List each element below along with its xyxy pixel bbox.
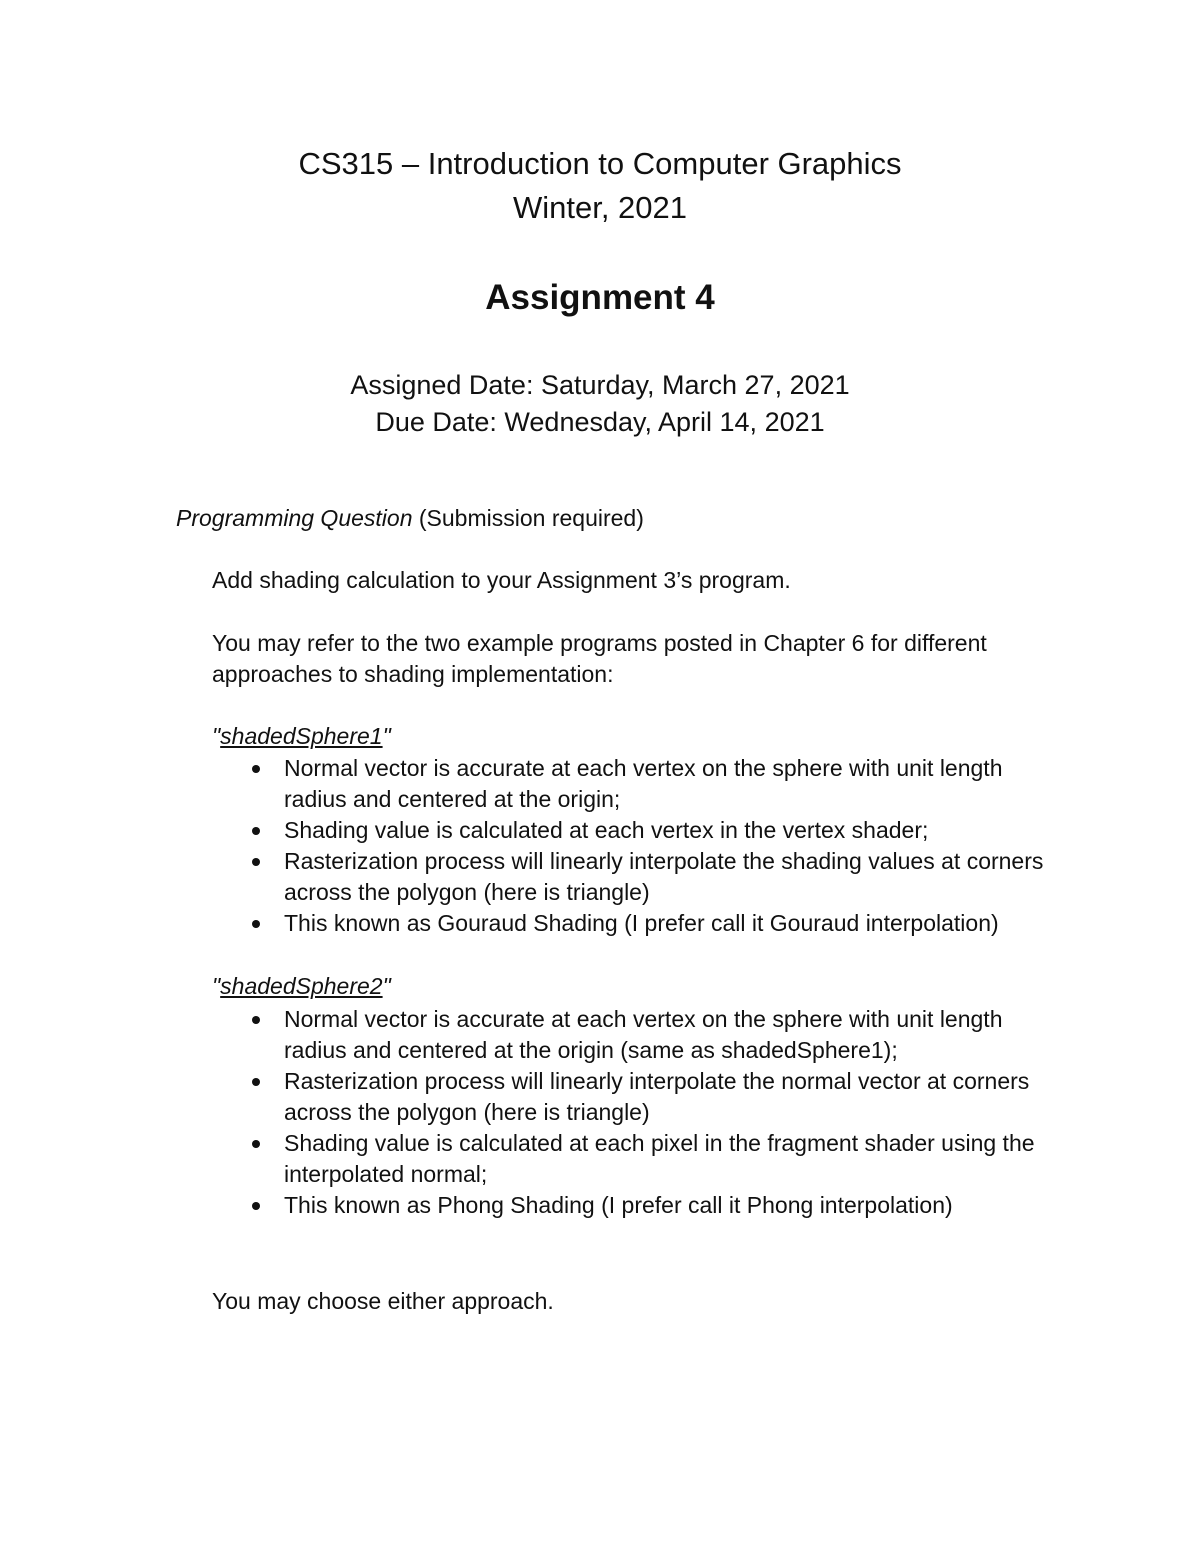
bullet-icon [252, 858, 260, 866]
instruction-text: Add shading calculation to your Assignment 3’s program. [212, 567, 791, 593]
bullet-list-shaded-sphere-1 [244, 753, 1064, 939]
due-date: Due Date: Wednesday, April 14, 2021 [375, 407, 825, 437]
list-item [244, 1190, 1064, 1221]
question-heading-title: Programming Question [176, 505, 413, 531]
list-item [244, 846, 1064, 908]
list-item-text: This known as Gouraud Shading (I prefer call it Gouraud interpolation) [284, 910, 999, 936]
list-item [244, 908, 1064, 939]
bullet-icon [252, 765, 260, 773]
list-item-text: This known as Phong Shading (I prefer call it Phong interpolation) [284, 1192, 953, 1218]
bullet-icon [252, 1016, 260, 1024]
list-item-text: Normal vector is accurate at each vertex on the sphere with unit length radius and centered at the origin; [284, 755, 1003, 812]
list-item [244, 815, 1064, 846]
section-name: shadedSphere2 [220, 973, 383, 999]
bullet-icon [252, 920, 260, 928]
bullet-list-shaded-sphere-2 [244, 1004, 1064, 1221]
quote-open: " [212, 723, 221, 749]
quote-close: " [382, 723, 391, 749]
list-item-text: Normal vector is accurate at each vertex on the sphere with unit length radius and centered at the origin (same as shadedSphere1); [284, 1006, 1003, 1063]
assigned-date: Assigned Date: Saturday, March 27, 2021 [350, 370, 850, 400]
list-item [244, 1128, 1064, 1190]
quote-open: " [212, 973, 221, 999]
section-label-shaded-sphere-1 [212, 721, 391, 752]
section-label-shaded-sphere-2 [212, 971, 391, 1002]
bullet-icon [252, 1078, 260, 1086]
term-label: Winter, 2021 [512, 190, 688, 225]
course-title: CS315 – Introduction to Computer Graphics [298, 146, 902, 181]
list-item-text: Shading value is calculated at each pixel in the fragment shader using the interpolated normal; [284, 1130, 1035, 1187]
list-item [244, 1004, 1064, 1066]
bullet-icon [252, 1140, 260, 1148]
reference-text: You may refer to the two example programs posted in Chapter 6 for different approaches to shading implementation: [212, 630, 987, 687]
bullet-icon [252, 1202, 260, 1210]
list-item [244, 753, 1064, 815]
list-item-text: Shading value is calculated at each vertex in the vertex shader; [284, 817, 929, 843]
question-heading-note: (Submission required) [412, 505, 644, 531]
bullet-icon [252, 827, 260, 835]
list-item-text: Rasterization process will linearly interpolate the normal vector at corners across the polygon (here is triangle) [284, 1068, 1030, 1125]
closing-text: You may choose either approach. [212, 1288, 554, 1314]
section-name: shadedSphere1 [220, 723, 383, 749]
list-item-text: Rasterization process will linearly interpolate the shading values at corners across the polygon (here is triangle) [284, 848, 1044, 905]
list-item [244, 1066, 1064, 1128]
assignment-title: Assignment 4 [485, 278, 715, 317]
question-heading [176, 503, 644, 534]
quote-close: " [382, 973, 391, 999]
